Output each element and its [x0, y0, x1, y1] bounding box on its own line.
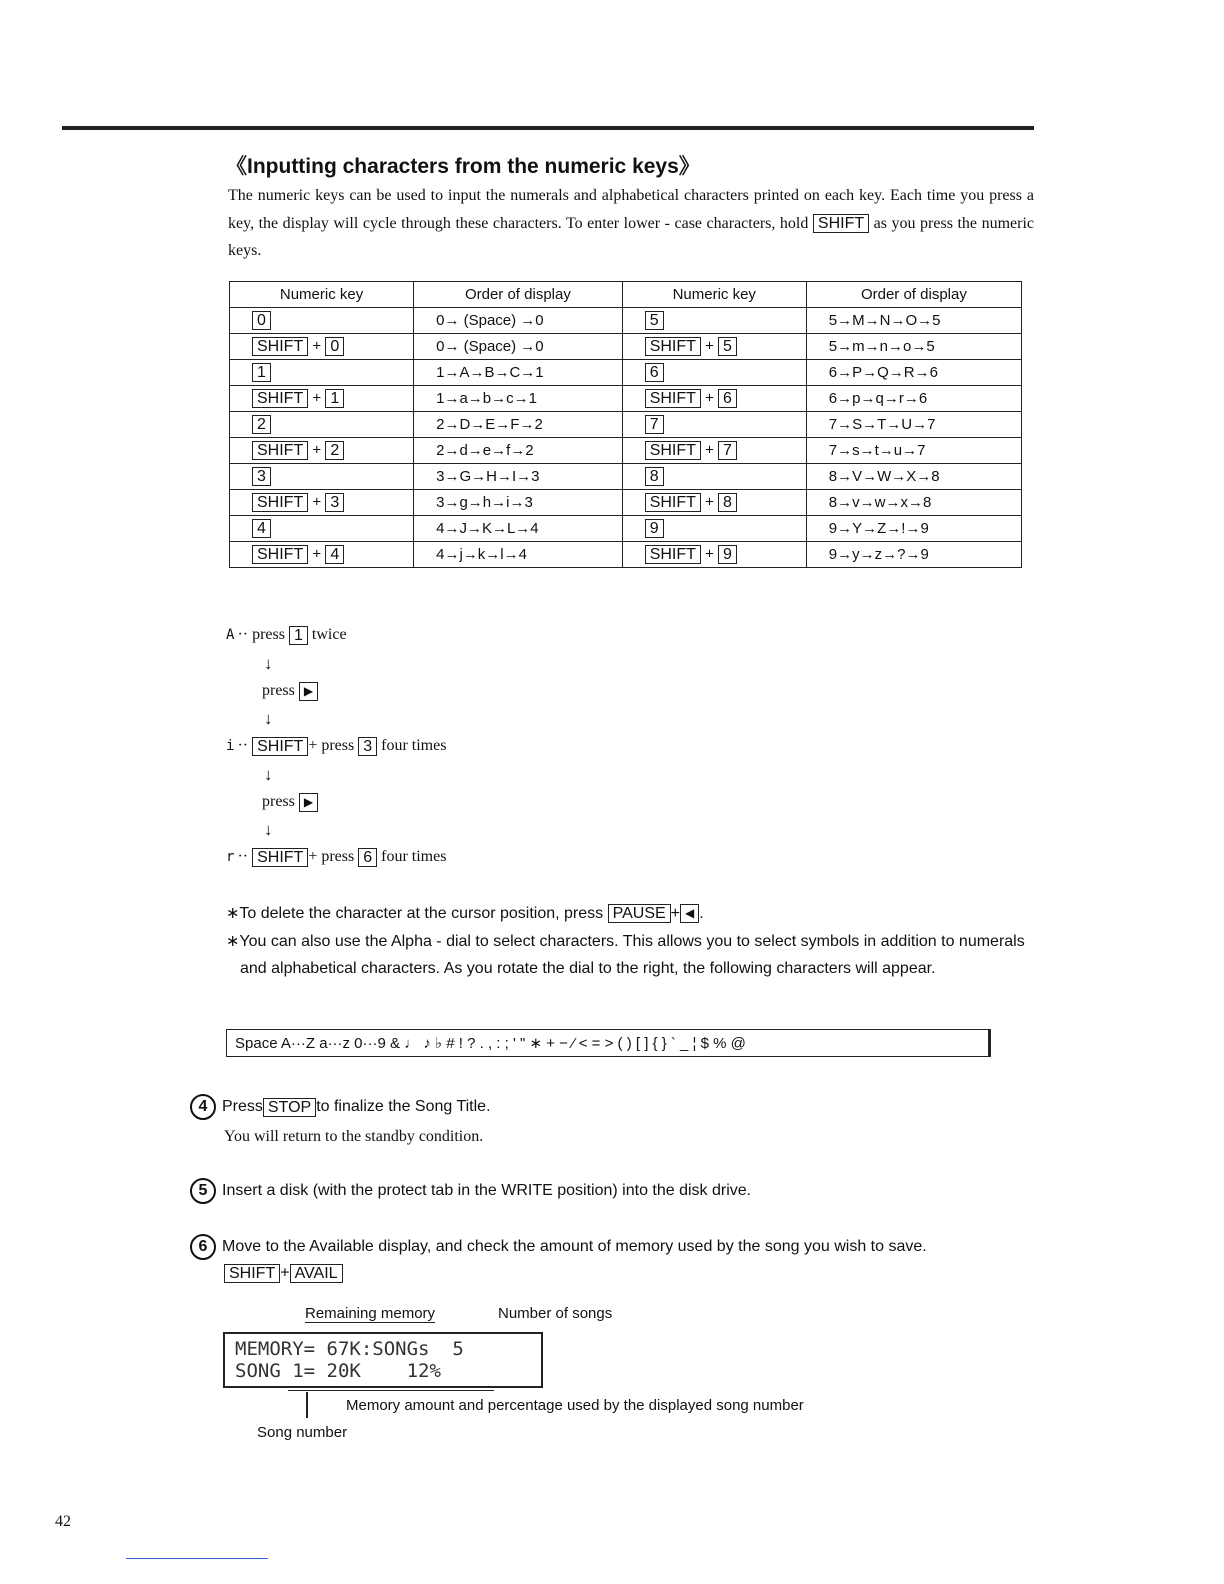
down-arrow: ↓ — [264, 654, 273, 673]
step-number: 5 — [190, 1178, 216, 1204]
step-4-subtext: You will return to the standby condition. — [224, 1128, 484, 1145]
shift-key: SHIFT — [645, 389, 701, 408]
digit-key: 5 — [645, 311, 664, 330]
four-times-text: four times — [381, 737, 447, 755]
numeric-key-cell — [230, 308, 414, 334]
order-of-display-cell: 4→J→K→L→4 — [414, 516, 623, 542]
table-row — [230, 360, 1022, 386]
numeric-key-cell — [622, 542, 806, 568]
plus: + — [700, 337, 719, 355]
numeric-key-cell — [230, 412, 414, 438]
annotation-memory: Memory amount and percentage used by the displayed song number — [346, 1397, 804, 1414]
down-arrow: ↓ — [264, 709, 273, 728]
notes — [226, 900, 1031, 983]
digit-key: 2 — [252, 415, 271, 434]
intro-text-1: The numeric keys can be used to input the numerals and alphabetical characters printed on each key. Each time you press a key, the display will cycle through these characters. To enter lower - case characters, hold — [228, 187, 1034, 232]
press-text: press — [252, 626, 285, 644]
digit-key: 3 — [252, 467, 271, 486]
example-step-r — [226, 848, 446, 867]
four-times-text: four times — [381, 848, 447, 866]
table-row — [230, 542, 1022, 568]
digit-key: 6 — [645, 363, 664, 382]
numeric-key-cell — [230, 438, 414, 464]
digit-key: 3 — [325, 493, 344, 512]
example-step-a — [226, 626, 347, 645]
order-of-display-cell: 1→A→B→C→1 — [414, 360, 623, 386]
table-row — [230, 464, 1022, 490]
order-of-display-cell: 6→p→q→r→6 — [806, 386, 1021, 412]
plus-press-text: + press — [308, 848, 355, 866]
numeric-key-cell — [622, 490, 806, 516]
down-arrow: ↓ — [264, 820, 273, 839]
numeric-key-cell — [230, 464, 414, 490]
numeric-key-cell — [230, 516, 414, 542]
plus: + — [308, 493, 326, 511]
order-of-display-cell: 9→Y→Z→!→9 — [806, 516, 1021, 542]
top-rule — [62, 126, 1034, 130]
numeric-key-cell — [230, 360, 414, 386]
pause-key: PAUSE — [608, 904, 671, 923]
alpha-dial-note: ∗You can also use the Alpha - dial to select characters. This allows you to select symbols in addition to numerals and alphabetical characters. As you rotate the dial to the right, the following characters will appear. — [226, 932, 1025, 977]
table-row — [230, 308, 1022, 334]
label-remaining-memory: Remaining memory — [305, 1305, 436, 1322]
order-of-display-cell: 9→y→z→?→9 — [806, 542, 1021, 568]
numeric-key-cell — [230, 490, 414, 516]
digit-key: 4 — [325, 545, 344, 564]
twice-text: twice — [311, 626, 347, 644]
order-of-display-cell: 4→j→k→l→4 — [414, 542, 623, 568]
order-of-display-cell: 6→P→Q→R→6 — [806, 360, 1021, 386]
lcd-line-2: SONG 1= 20K 12% — [235, 1360, 441, 1382]
numeric-key-cell — [622, 464, 806, 490]
numeric-key-cell — [622, 308, 806, 334]
table-row — [230, 490, 1022, 516]
table-row — [230, 386, 1022, 412]
shift-key: SHIFT — [645, 337, 701, 356]
annotation-song-number: Song number — [257, 1424, 348, 1441]
intro-text-2: as you press the numeric keys. — [228, 214, 1034, 259]
example-press-play-1 — [262, 682, 318, 701]
table-header: Order of display — [414, 282, 623, 308]
digit-key: 9 — [645, 519, 664, 538]
table-header-row — [230, 282, 1022, 308]
digit-key: 4 — [252, 519, 271, 538]
key-6: 6 — [358, 848, 377, 867]
numeric-key-table — [229, 281, 1022, 568]
digit-key: 8 — [645, 467, 664, 486]
shift-key: SHIFT — [252, 337, 308, 356]
shift-key: SHIFT — [645, 493, 701, 512]
digit-key: 7 — [718, 441, 737, 460]
numeric-key-cell — [622, 334, 806, 360]
plus: + — [700, 545, 719, 563]
shift-key: SHIFT — [645, 545, 701, 564]
down-arrow: ↓ — [264, 765, 273, 784]
digit-key: 0 — [252, 311, 271, 330]
shift-key: SHIFT — [252, 493, 308, 512]
character-sequence: Space A···Z a···z 0···9 & ♩ ♪ ♭ # ! ? . , : ; ' " ∗ + − ⁄ < = > ( ) [ ] { } ` _ ¦ $ % @ — [226, 1029, 991, 1057]
numeric-key-cell — [622, 438, 806, 464]
numeric-key-cell — [230, 542, 414, 568]
table-row — [230, 516, 1022, 542]
step-4-pre: Press — [222, 1098, 263, 1116]
digit-key: 8 — [718, 493, 737, 512]
step-number: 6 — [190, 1234, 216, 1260]
order-of-display-cell: 7→s→t→u→7 — [806, 438, 1021, 464]
section-title: 《Inputting characters from the numeric keys》 — [226, 155, 700, 178]
lcd-line-1: MEMORY= 67K:SONGs 5 — [235, 1338, 464, 1360]
digit-key: 7 — [645, 415, 664, 434]
avail-key: AVAIL — [290, 1264, 343, 1283]
order-of-display-cell: 5→M→N→O→5 — [806, 308, 1021, 334]
numeric-key-cell — [230, 334, 414, 360]
order-of-display-cell: 7→S→T→U→7 — [806, 412, 1021, 438]
shift-key: SHIFT — [252, 848, 308, 867]
delete-note-text: ∗To delete the character at the cursor position, press — [226, 905, 604, 922]
digit-key: 2 — [325, 441, 344, 460]
stop-key: STOP — [263, 1098, 316, 1117]
plus: + — [700, 493, 719, 511]
step-4-post: to finalize the Song Title. — [316, 1098, 491, 1116]
order-of-display-cell: 1→a→b→c→1 — [414, 386, 623, 412]
order-of-display-cell: 0→ (Space) →0 — [414, 334, 623, 360]
digit-key: 1 — [325, 389, 344, 408]
digit-key: 0 — [325, 337, 344, 356]
key-3: 3 — [358, 737, 377, 756]
example-press-play-2 — [262, 793, 318, 812]
table-header: Numeric key — [230, 282, 414, 308]
label-number-of-songs: Number of songs — [498, 1305, 613, 1322]
numeric-key-cell — [230, 386, 414, 412]
step-6 — [190, 1234, 927, 1260]
numeric-key-cell — [622, 360, 806, 386]
plus: + — [700, 389, 719, 407]
page-number: 42 — [55, 1513, 71, 1530]
step-6-text: Move to the Available display, and check the amount of memory used by the song you wish to save. — [222, 1238, 927, 1256]
shift-key: SHIFT — [252, 441, 308, 460]
song-number-pointer — [306, 1392, 308, 1418]
shift-avail-combo — [224, 1264, 343, 1283]
plus: + — [308, 389, 326, 407]
digit-key: 6 — [718, 389, 737, 408]
lcd-display — [223, 1332, 543, 1388]
shift-key: SHIFT — [252, 545, 308, 564]
plus: + — [308, 441, 326, 459]
table-row — [230, 334, 1022, 360]
play-key: ▶ — [299, 682, 318, 701]
order-of-display-cell: 3→g→h→i→3 — [414, 490, 623, 516]
dots: ·· — [237, 848, 249, 866]
table-header: Order of display — [806, 282, 1021, 308]
plus-press-text: + press — [308, 737, 355, 755]
order-of-display-cell: 5→m→n→o→5 — [806, 334, 1021, 360]
step-5 — [190, 1178, 751, 1204]
dots: ·· — [237, 626, 249, 644]
table-row — [230, 412, 1022, 438]
example-step-i — [226, 737, 446, 756]
step-4 — [190, 1094, 491, 1120]
order-of-display-cell: 8→V→W→X→8 — [806, 464, 1021, 490]
order-of-display-cell: 2→d→e→f→2 — [414, 438, 623, 464]
key-1: 1 — [289, 626, 308, 645]
plus: + — [308, 545, 326, 563]
lcd-char-a: A — [226, 627, 234, 644]
table-body — [230, 308, 1022, 568]
footer-line — [126, 1558, 268, 1559]
plus: + — [700, 441, 719, 459]
dots: ·· — [237, 737, 249, 755]
numeric-key-cell — [622, 412, 806, 438]
intro-paragraph — [228, 182, 1034, 265]
digit-key: 9 — [718, 545, 737, 564]
order-of-display-cell: 3→G→H→I→3 — [414, 464, 623, 490]
order-of-display-cell: 2→D→E→F→2 — [414, 412, 623, 438]
lcd-char-i: i — [226, 738, 234, 755]
order-of-display-cell: 8→v→w→x→8 — [806, 490, 1021, 516]
step-number: 4 — [190, 1094, 216, 1120]
table-row — [230, 438, 1022, 464]
delete-note: ∗To delete the character at the cursor position, press PAUSE + ◀ . — [226, 905, 704, 923]
plus: + — [308, 337, 326, 355]
plus: + — [280, 1264, 290, 1282]
lcd-char-r: r — [226, 849, 234, 866]
shift-key: SHIFT — [252, 389, 308, 408]
play-key: ▶ — [299, 793, 318, 812]
order-of-display-cell: 0→ (Space) →0 — [414, 308, 623, 334]
press-text: press — [262, 682, 295, 700]
shift-key: SHIFT — [645, 441, 701, 460]
memory-bracket-line — [288, 1390, 494, 1391]
digit-key: 1 — [252, 363, 271, 382]
numeric-key-cell — [622, 516, 806, 542]
table-header: Numeric key — [622, 282, 806, 308]
press-text: press — [262, 793, 295, 811]
digit-key: 5 — [718, 337, 737, 356]
shift-key: SHIFT — [224, 1264, 280, 1283]
shift-key: SHIFT — [813, 214, 869, 233]
numeric-key-cell — [622, 386, 806, 412]
period: . — [699, 905, 704, 922]
rewind-key: ◀ — [680, 904, 699, 923]
shift-key: SHIFT — [252, 737, 308, 756]
step-5-text: Insert a disk (with the protect tab in the WRITE position) into the disk drive. — [222, 1182, 752, 1200]
